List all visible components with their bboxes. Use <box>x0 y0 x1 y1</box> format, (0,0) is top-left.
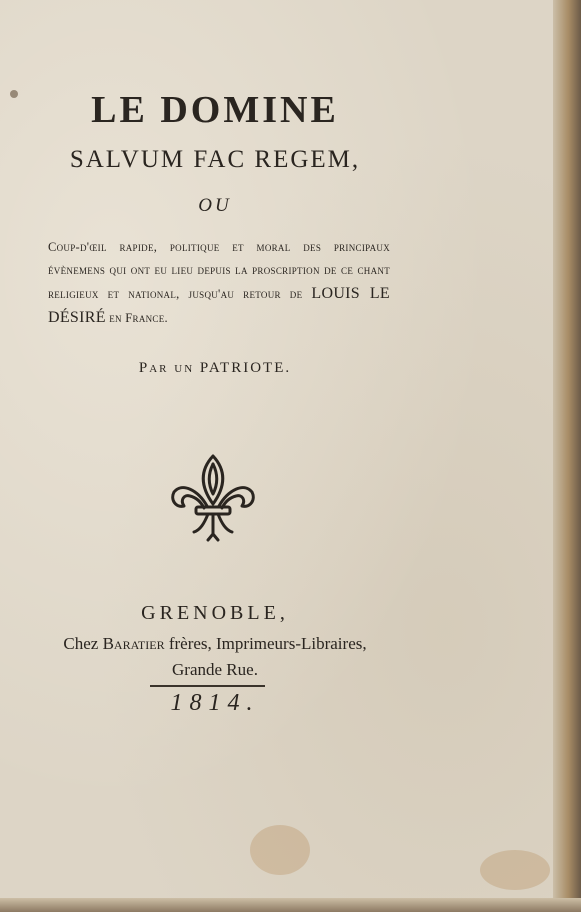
publisher-suffix: frères, Imprimeurs-Libraires, <box>164 634 367 653</box>
publisher-name: Baratier <box>102 634 165 653</box>
imprint-year: 1814. <box>170 690 260 716</box>
title-conjunction: OU <box>198 195 232 216</box>
paper-stain <box>480 850 550 890</box>
paper-stain <box>250 825 310 875</box>
subtitle-description <box>48 236 390 330</box>
imprint-street: Grande Rue. <box>172 660 258 679</box>
title-line-2: SALVUM FAC REGEM, <box>69 146 361 173</box>
description-text-end: en France. <box>105 311 168 325</box>
author-line: Par un PATRIOTE. <box>138 360 292 376</box>
title-line-1: LE DOMINE <box>91 89 339 131</box>
fleur-de-lis-icon <box>170 452 256 544</box>
imprint-city: GRENOBLE, <box>141 602 289 624</box>
imprint-publisher <box>0 634 430 654</box>
description-emphasis: LOUIS LE DÉSIRÉ <box>48 285 391 326</box>
page-edge-bottom <box>0 898 581 912</box>
publisher-prefix: Chez <box>63 634 103 653</box>
divider-rule <box>150 685 265 687</box>
page-edge-right <box>553 0 581 912</box>
description-text: Coup-d'œil rapide, politique et moral des principaux évènemens qui ont eu lieu depuis la proscription de ce chant religieux et national, jusqu'au retour de <box>48 240 390 301</box>
